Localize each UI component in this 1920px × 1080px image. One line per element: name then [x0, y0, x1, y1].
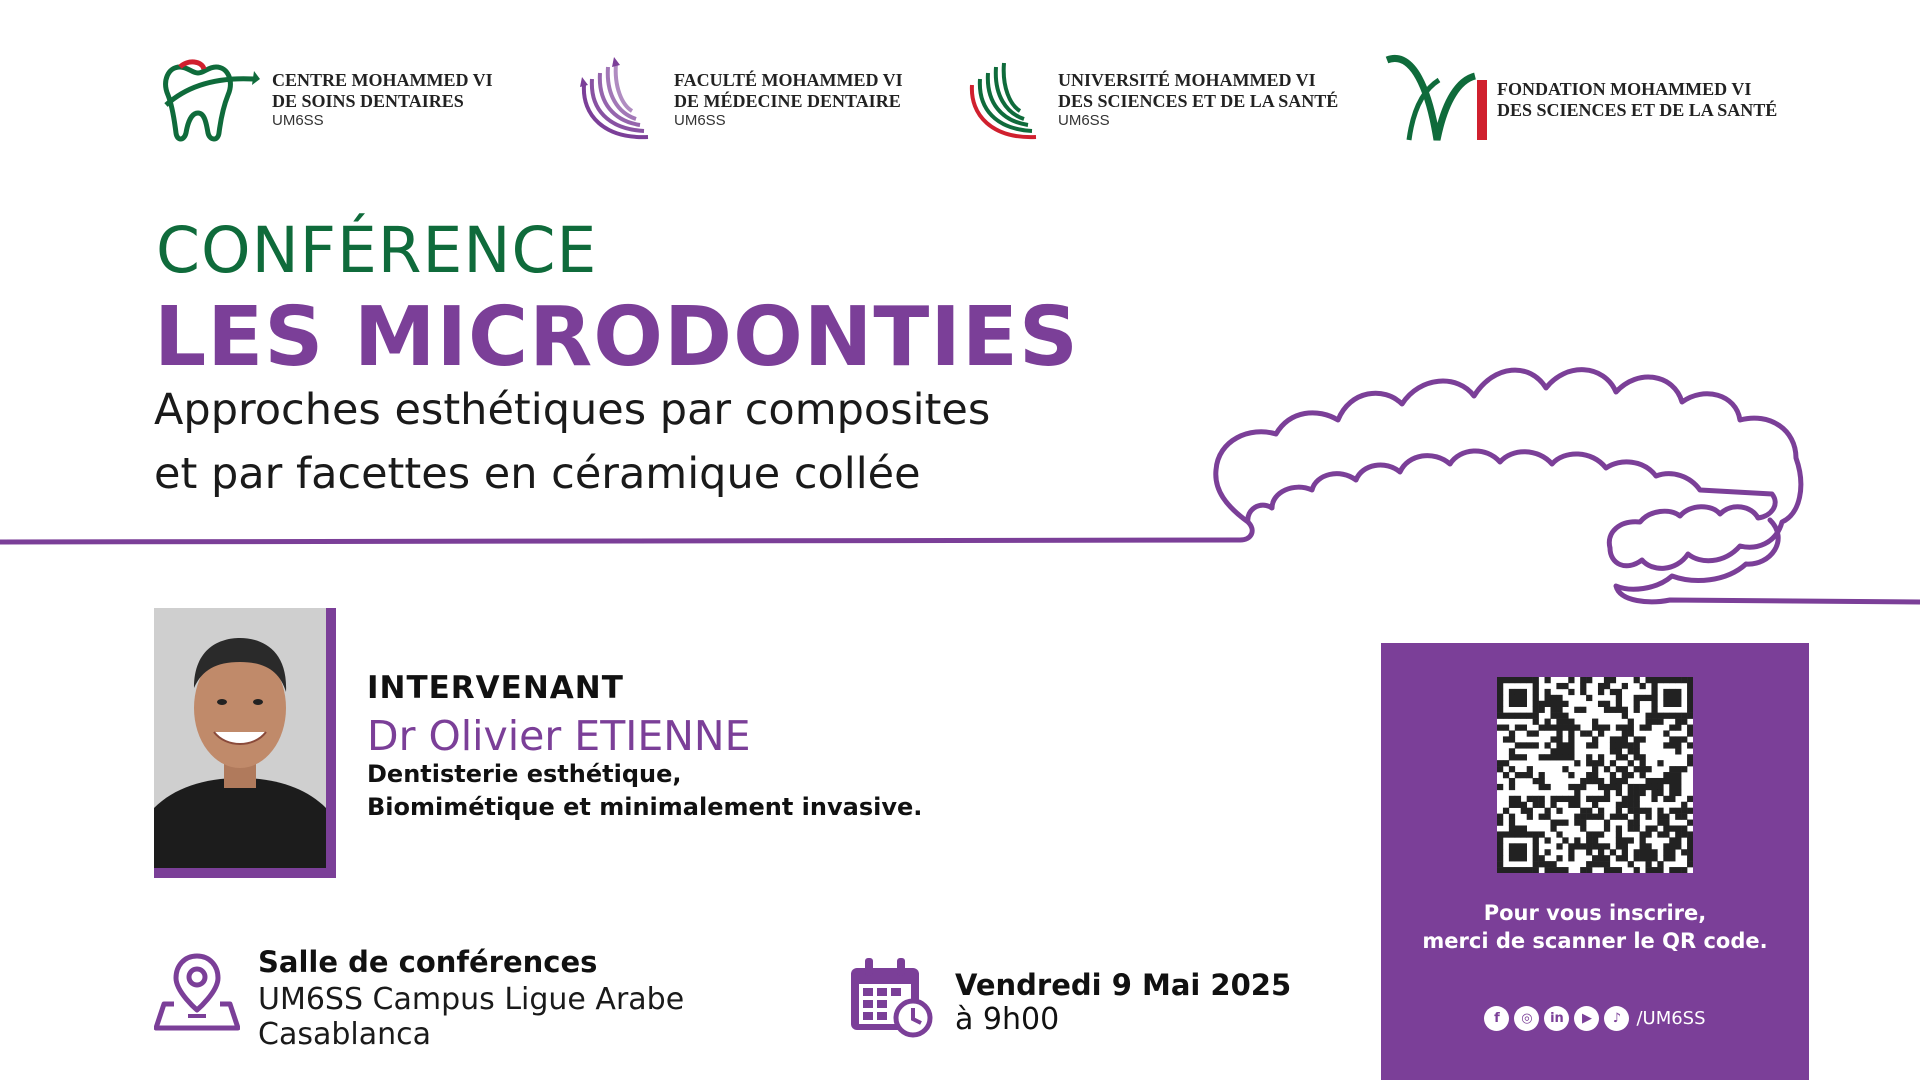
registration-panel	[1381, 643, 1809, 1080]
logo-faculte	[574, 40, 903, 160]
green-red-arcs-icon	[962, 55, 1046, 145]
purple-arcs-icon	[574, 55, 662, 145]
instagram-icon[interactable]: ◎	[1514, 1006, 1539, 1031]
logo-line1: UNIVERSITÉ MOHAMMED VI	[1058, 70, 1316, 90]
registration-line2: merci de scanner le QR code.	[1422, 929, 1768, 953]
speaker-photo	[154, 608, 336, 878]
logo-line2: DES SCIENCES ET DE LA SANTÉ	[1058, 91, 1339, 111]
qr-code-image	[1497, 677, 1693, 873]
date-title: Vendredi 9 Mai 2025	[955, 968, 1292, 1002]
social-handle: /UM6SS	[1636, 1008, 1706, 1029]
subtitle-line1: Approches esthétiques par composites	[154, 385, 991, 435]
date-time: à 9h00	[955, 1002, 1060, 1037]
venue-line2: Casablanca	[258, 1017, 431, 1052]
logo-sub: UM6SS	[674, 112, 726, 129]
logo-fondation	[1383, 40, 1777, 160]
event-title: LES MICRODONTIES	[154, 290, 1079, 385]
linkedin-icon[interactable]: in	[1544, 1006, 1569, 1031]
logo-line2: DE SOINS DENTAIRES	[272, 91, 464, 111]
speaker-desc-line1: Dentisterie esthétique,	[367, 760, 682, 788]
tooth-icon	[158, 55, 260, 145]
tiktok-icon[interactable]: ♪	[1604, 1006, 1629, 1031]
qr-code[interactable]	[1497, 677, 1693, 873]
logo-universite	[962, 40, 1338, 160]
social-links	[1381, 1006, 1809, 1031]
logo-sub: UM6SS	[272, 112, 324, 129]
m-monogram-icon	[1383, 50, 1493, 150]
logo-line2: DE MÉDECINE DENTAIRE	[674, 91, 901, 111]
calendar-clock-icon	[849, 956, 935, 1038]
conference-kicker: CONFÉRENCE	[156, 214, 598, 287]
subtitle-line2: et par facettes en céramique collée	[154, 449, 921, 499]
logo-sub: UM6SS	[1058, 112, 1110, 129]
location-pin-icon	[154, 952, 240, 1034]
logo-line1: FONDATION MOHAMMED VI	[1497, 79, 1752, 99]
venue-title: Salle de conférences	[258, 945, 598, 979]
speaker-description	[367, 758, 922, 824]
venue-line1: UM6SS Campus Ligue Arabe	[258, 982, 685, 1017]
logo-line1: CENTRE MOHAMMED VI	[272, 70, 493, 90]
facebook-icon[interactable]: f	[1484, 1006, 1509, 1031]
teeth-outline-illustration	[0, 350, 1920, 610]
youtube-icon[interactable]: ▶	[1574, 1006, 1599, 1031]
speaker-portrait	[154, 608, 326, 868]
speaker-label: INTERVENANT	[367, 670, 624, 706]
logo-line2: DES SCIENCES ET DE LA SANTÉ	[1497, 100, 1778, 120]
logo-centre-soins	[158, 40, 493, 160]
logo-line1: FACULTÉ MOHAMMED VI	[674, 70, 903, 90]
registration-line1: Pour vous inscrire,	[1483, 901, 1707, 925]
speaker-desc-line2: Biomimétique et minimalement invasive.	[367, 793, 923, 821]
speaker-name: Dr Olivier ETIENNE	[367, 712, 751, 760]
